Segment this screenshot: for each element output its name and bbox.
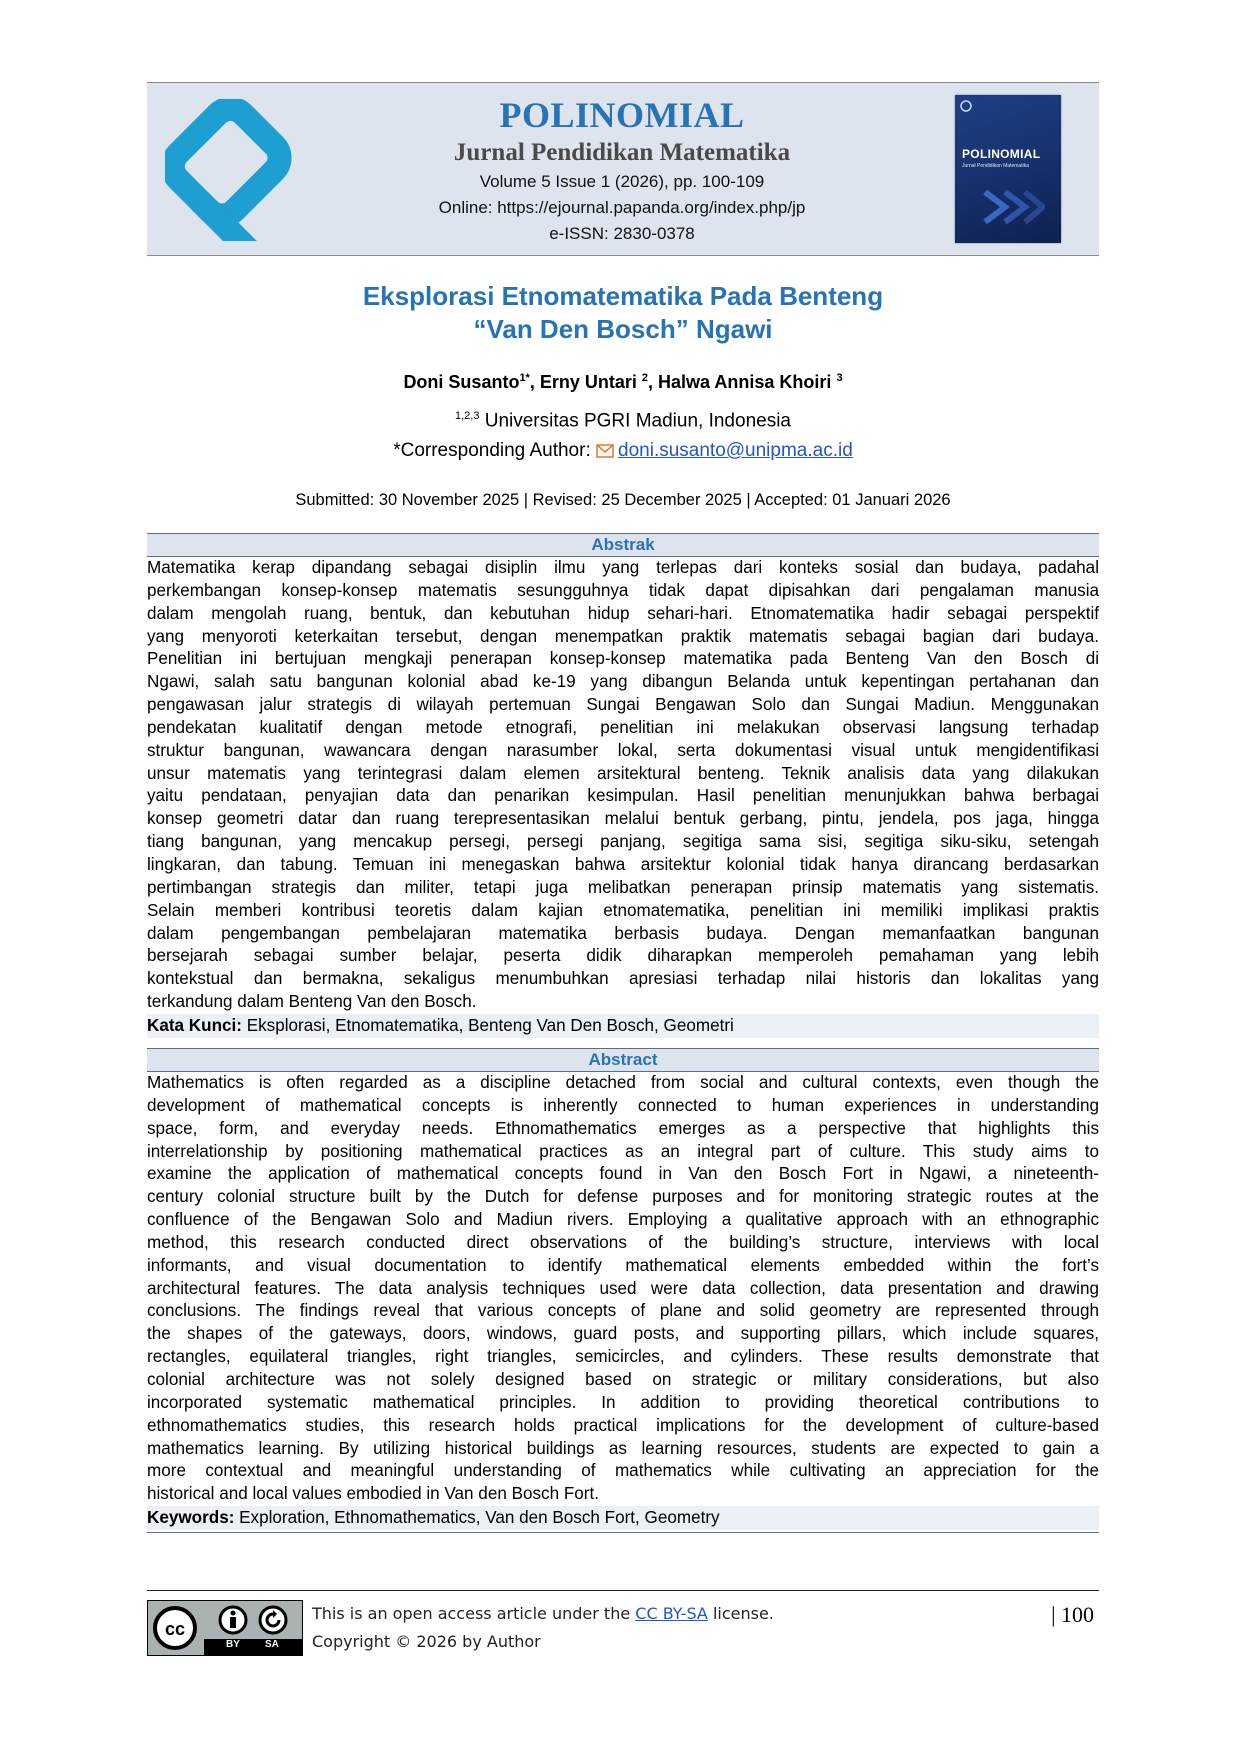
- abstract-line: rectangles, equilateral triangles, right triangles, semicircles, and cylinders. These results demonstrate that: [147, 1347, 1099, 1367]
- abstract-line: century colonial structure built by the Dutch for defense purposes and for monitoring strategic routes at the: [147, 1187, 1099, 1207]
- abstract-line: pertimbangan strategis dan militer, tetapi juga melibatkan penerapan prinsip matematis yang sistematis.: [147, 877, 1099, 897]
- abstract-line: lingkaran, dan tabung. Temuan ini menegaskan bahwa arsitektur kolonial tidak hanya dirancang berdasarkan: [147, 854, 1099, 874]
- abstrak-keywords: [147, 1014, 1099, 1038]
- abstract-line: confluence of the Bengawan Solo and Madiun rivers. Employing a qualitative approach with an ethnographic: [147, 1210, 1099, 1230]
- journal-cover-thumbnail: [955, 95, 1061, 243]
- abstract-line: konsep geometri datar dan ruang terepresentasikan melalui bentuk gerbang, pintu, jendela, pos jaga, hingga: [147, 809, 1099, 829]
- abstract-line: Ngawi, salah satu bangunan kolonial abad ke-19 yang dibangun Belanda untuk kepentingan pertahanan dan: [147, 672, 1099, 692]
- abstract-line: terkandung dalam Benteng Van den Bosch.: [147, 992, 477, 1012]
- cover-subtitle: Jurnal Pendidikan Matematika: [962, 163, 1029, 169]
- abstract-line: colonial architecture was not solely designed based on strategic or military considerations, but also: [147, 1369, 1099, 1389]
- cc-sa-label: SA: [265, 1639, 279, 1650]
- abstract-line: the shapes of the gateways, doors, windows, guard posts, and supporting pillars, which include squares,: [147, 1324, 1099, 1344]
- page-number: | 100: [1051, 1602, 1094, 1627]
- license-suffix: license.: [712, 1604, 774, 1623]
- journal-name: POLINOMIAL: [499, 95, 745, 135]
- keywords-text: Eksplorasi, Etnomatematika, Benteng Van Den Bosch, Geometri: [246, 1016, 734, 1035]
- submission-dates: Submitted: 30 November 2025 | Revised: 25 December 2025 | Accepted: 01 Januari 2026: [295, 491, 951, 509]
- abstract-line: examine the application of mathematical concepts found in Van den Bosch Fort in Ngawi, a nineteenth-: [147, 1164, 1099, 1184]
- corresponding-label: *Corresponding Author:: [393, 440, 591, 461]
- footer-rule: [147, 1590, 1099, 1591]
- article-title-line-1: Eksplorasi Etnomatematika Pada Benteng: [362, 281, 884, 311]
- abstract-line: ethnomathematics studies, this research holds practical implications for the development of culture-based: [147, 1415, 1099, 1435]
- author-superscript: 3: [836, 372, 843, 384]
- abstract-line: historical and local values embodied in Van den Bosch Fort.: [147, 1484, 599, 1504]
- corresponding-author: [147, 440, 1099, 462]
- affiliation-text: Universitas PGRI Madiun, Indonesia: [484, 410, 791, 432]
- corresponding-email-link[interactable]: doni.susanto@unipma.ac.id: [618, 440, 853, 461]
- copyright-line: Copyright © 2026 by Author: [312, 1632, 541, 1651]
- abstract-line: yang menyoroti keterkaitan tersebut, dengan menempatkan praktik matematis sebagai bagian dari budaya.: [147, 626, 1099, 646]
- keywords-text: Exploration, Ethnomathematics, Van den Bosch Fort, Geometry: [239, 1508, 720, 1527]
- journal-info: [327, 83, 917, 247]
- abstract-line: incorporated systematic mathematical principles. In addition to providing theoretical contributions to: [147, 1392, 1099, 1412]
- abstract-line: space, form, and everyday needs. Ethnomathematics emerges as a perspective that highlights this: [147, 1118, 1099, 1138]
- mail-icon: [596, 444, 614, 458]
- license-line: [312, 1600, 774, 1628]
- abstrak-heading: Abstrak: [147, 533, 1099, 557]
- abstract-keywords: [147, 1506, 1099, 1530]
- article-title: [147, 280, 1099, 346]
- abstract-body: [147, 1072, 1099, 1506]
- keywords-label: Kata Kunci:: [147, 1016, 242, 1035]
- abstract-line: Selain memberi kontribusi teoretis dalam kajian etnomatematika, penelitian ini memiliki implikasi praktis: [147, 900, 1099, 920]
- author-name: Erny Untari: [539, 372, 637, 392]
- author-name: Doni Susanto: [403, 372, 520, 392]
- abstract-line: mathematics learning. By utilizing historical buildings as learning resources, students are expected to gain a: [147, 1438, 1099, 1458]
- abstract-line: pendekatan kualitatif dengan metode etnografi, penelitian ini melakukan observasi langsung terhadap: [147, 717, 1099, 737]
- svg-text:cc: cc: [164, 1619, 186, 1639]
- cc-by-sa-link[interactable]: CC BY-SA: [635, 1604, 708, 1623]
- license-prefix: This is an open access article under the: [312, 1604, 631, 1623]
- abstrak-body: [147, 557, 1099, 1014]
- article-title-line-2: “Van Den Bosch” Ngawi: [473, 314, 773, 344]
- affiliation-superscript: 1,2,3: [454, 410, 480, 422]
- sa-sharealike-icon: [258, 1605, 288, 1635]
- affiliation: [147, 410, 1099, 432]
- abstract-line: pengawasan jalur strategis di wilayah pertemuan Sungai Bengawan Solo dan Sungai Madiun. Menggunakan: [147, 695, 1099, 715]
- cc-by-sa-badge[interactable]: [147, 1600, 303, 1656]
- abstract-line: Penelitian ini bertujuan mengkaji penerapan konsep-konsep matematika pada Benteng Van den Bosch di: [147, 649, 1099, 669]
- journal-logo-icon: [165, 99, 293, 241]
- abstract-line: interrelationship by positioning mathematical practices as an integral part of culture. This study aims to: [147, 1141, 1099, 1161]
- abstract-line: tiang bangunan, yang mencakup persegi, persegi panjang, segitiga sama sisi, segitiga siku-siku, setengah: [147, 832, 1099, 852]
- abstract-line: kontekstual dan bermakna, sekaligus menumbuhkan apresiasi terhadap nilai historis dan lokalitas yang: [147, 969, 1099, 989]
- abstract-line: more contextual and meaningful understanding of mathematics while cultivating an appreciation for the: [147, 1461, 1099, 1481]
- abstract-line: method, this research conducted direct observations of the building’s structure, interviews with local: [147, 1232, 1099, 1252]
- abstract-line: struktur bangunan, wawancara dengan narasumber lokal, serta dokumentasi visual untuk mengidentifikasi: [147, 740, 1099, 760]
- abstract-bottom-rule: [147, 1532, 1099, 1533]
- abstract-line: conclusions. The findings reveal that various concepts of plane and solid geometry are represented through: [147, 1301, 1099, 1321]
- author-superscript: 1*: [519, 372, 530, 384]
- abstract-line: bersejarah sebagai sumber belajar, peserta didik diharapkan memperoleh pemahaman yang lebih: [147, 946, 1099, 966]
- abstract-line: yaitu pendataan, penyajian data dan penarikan kesimpulan. Hasil penelitian menunjukkan bahwa berbagai: [147, 786, 1099, 806]
- abstract-heading: Abstract: [147, 1048, 1099, 1072]
- abstract-line: architectural features. The data analysis techniques used were data collection, data presentation and drawing: [147, 1278, 1099, 1298]
- cc-badge-bar: [204, 1639, 302, 1655]
- journal-online-url: Online: https://ejournal.papanda.org/index.php/jp: [438, 198, 806, 217]
- abstract-line: dalam pengembangan pembelajaran matematika berbasis budaya. Dengan memanfaatkan bangunan: [147, 923, 1099, 943]
- author-name: Halwa Annisa Khoiri: [658, 372, 832, 392]
- journal-issn: e-ISSN: 2830-0378: [549, 224, 695, 243]
- journal-header: [147, 82, 1099, 256]
- author-list: Doni Susanto$^{1*}$, Erny Untari $^2$, Halwa Annisa Khoiri $^3$: [403, 372, 843, 392]
- abstract-line: unsur matematis yang terintegrasi dalam elemen arsitektural benteng. Teknik analisis data yang dilakukan: [147, 763, 1099, 783]
- abstract-line: development of mathematical concepts is inherently connected to human experiences in understanding: [147, 1095, 1099, 1115]
- journal-subtitle: Jurnal Pendidikan Matematika: [453, 139, 791, 166]
- cc-by-label: BY: [226, 1639, 240, 1650]
- abstract-line: dalam mengolah ruang, bentuk, dan kebutuhan hidup sehari-hari. Etnomatematika hadir sebagai perspektif: [147, 603, 1099, 623]
- by-attribution-icon: [218, 1605, 248, 1635]
- abstract-line: Matematika kerap dipandang sebagai disiplin ilmu yang terlepas dari konteks sosial dan budaya, padahal: [147, 558, 1099, 577]
- cc-logo-icon: [152, 1605, 198, 1651]
- license-notice: [312, 1600, 774, 1656]
- journal-volume: Volume 5 Issue 1 (2026), pp. 100-109: [479, 172, 765, 191]
- abstract-line: informants, and visual documentation to identify mathematical elements embedded within the fort’s: [147, 1255, 1099, 1275]
- cover-chevron-graphic-icon: [975, 187, 1045, 227]
- abstract-line: Mathematics is often regarded as a discipline detached from social and cultural contexts, even though the: [147, 1073, 1099, 1092]
- cover-emblem-icon: [960, 100, 972, 112]
- keywords-label: Keywords:: [147, 1508, 235, 1527]
- abstract-line: perkembangan konsep-konsep matematis sesungguhnya tidak dapat dipisahkan dari pengalaman manusia: [147, 580, 1099, 600]
- cover-title: POLINOMIAL: [962, 147, 1041, 161]
- author-superscript: 2: [641, 372, 649, 384]
